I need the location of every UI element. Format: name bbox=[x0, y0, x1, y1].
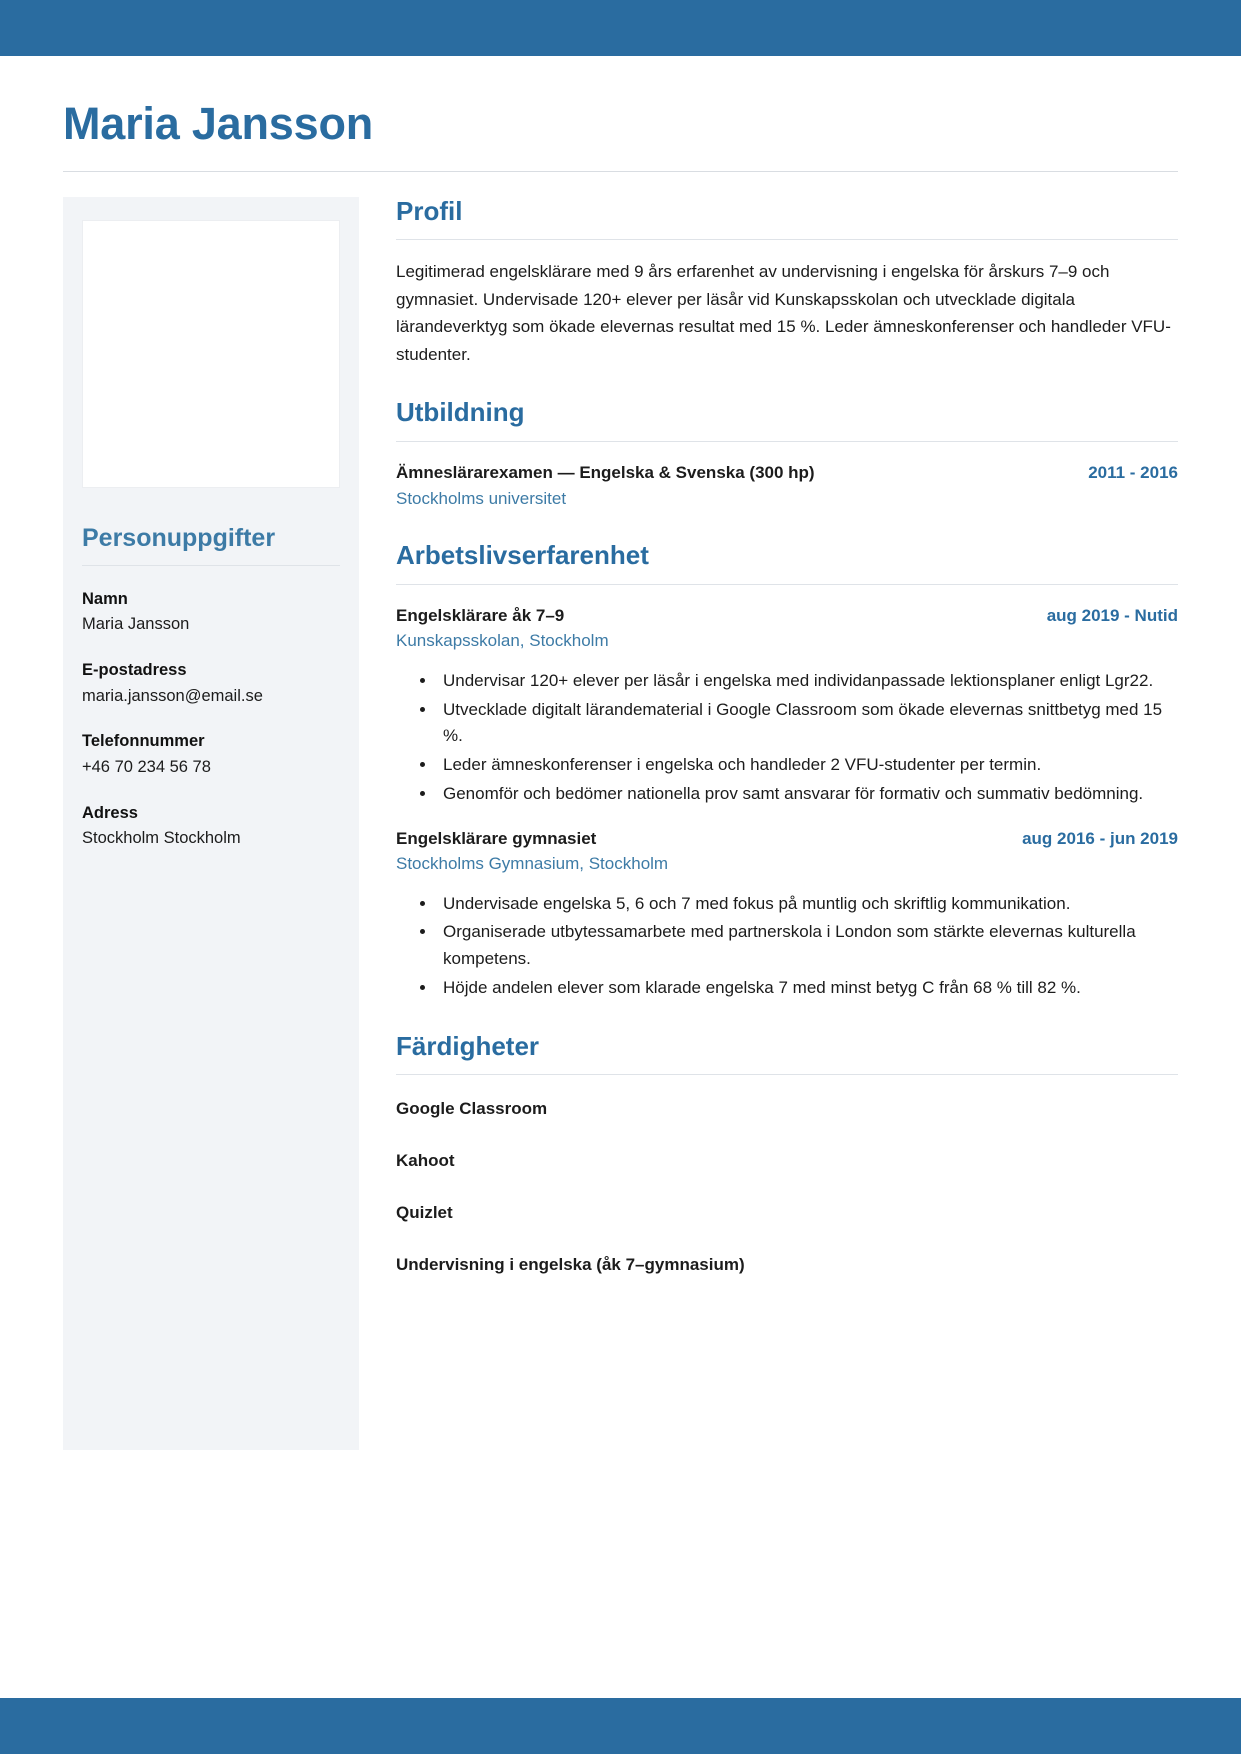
field-value[interactable]: +46 70 234 56 78 bbox=[82, 757, 211, 776]
section-divider bbox=[396, 1074, 1178, 1075]
field-value[interactable]: maria.jansson@email.se bbox=[82, 686, 263, 705]
experience-entry bbox=[396, 604, 1178, 808]
sidebar bbox=[63, 197, 359, 1450]
education-date-range: 2011 - 2016 bbox=[1088, 462, 1178, 482]
personal-field-email bbox=[82, 659, 340, 708]
skill-item: Quizlet bbox=[396, 1202, 453, 1222]
field-value: Maria Jansson bbox=[82, 615, 190, 634]
content-columns bbox=[63, 197, 1178, 1450]
personal-field-name bbox=[82, 588, 340, 637]
field-label: Namn bbox=[82, 590, 128, 609]
list-item: • Leder ämneskonferenser i engelska och handleder 2 VFU-studenter per termin. bbox=[437, 752, 1178, 779]
section-title-skills: Färdigheter bbox=[396, 1030, 540, 1061]
section-skills bbox=[396, 1032, 1178, 1277]
education-degree: Ämneslärarexamen — Engelska & Svenska (300 hp) bbox=[396, 462, 815, 482]
field-label: E-postadress bbox=[82, 661, 187, 680]
list-item: • Genomför och bedömer nationella prov samt ansvarar för formativ och summativ bedömning. bbox=[437, 781, 1178, 808]
experience-employer: Stockholms Gymnasium, Stockholm bbox=[396, 854, 669, 874]
page-title: Maria Jansson bbox=[63, 98, 374, 149]
section-title-profile: Profil bbox=[396, 195, 463, 226]
field-label: Adress bbox=[82, 803, 138, 822]
list-item: • Utvecklade digitalt lärandematerial i Google Classroom som ökade elevernas snittbetyg med 15 %. bbox=[437, 697, 1178, 750]
experience-bullet-list bbox=[396, 891, 1178, 1002]
section-title-education: Utbildning bbox=[396, 397, 525, 428]
experience-bullet-list bbox=[396, 668, 1178, 807]
experience-role: Engelsklärare åk 7–9 bbox=[396, 605, 565, 625]
field-value: Stockholm Stockholm bbox=[82, 828, 241, 847]
experience-entry bbox=[396, 827, 1178, 1002]
name-divider bbox=[63, 171, 1178, 172]
list-item: • Organiserade utbytessamarbete med partnerskola i London som stärkte elevernas kulturella kompetens. bbox=[437, 919, 1178, 972]
sidebar-heading-divider bbox=[82, 565, 340, 566]
personal-field-address bbox=[82, 802, 340, 851]
resume-body bbox=[0, 56, 1241, 1698]
list-item: • Undervisar 120+ elever per läsår i engelska med individanpassade lektionsplaner enligt Lgr22. bbox=[437, 668, 1178, 695]
list-item: • Undervisade engelska 5, 6 och 7 med fokus på muntlig och skriftlig kommunikation. bbox=[437, 891, 1178, 918]
experience-date-range: aug 2016 - jun 2019 bbox=[1022, 828, 1178, 848]
experience-role: Engelsklärare gymnasiet bbox=[396, 828, 597, 848]
experience-employer: Kunskapsskolan, Stockholm bbox=[396, 631, 609, 651]
personal-field-phone bbox=[82, 730, 340, 779]
field-label: Telefonnummer bbox=[82, 732, 205, 751]
skill-item: Undervisning i engelska (åk 7–gymnasium) bbox=[396, 1254, 745, 1274]
name-block bbox=[63, 56, 1178, 172]
section-divider bbox=[396, 584, 1178, 585]
experience-date-range: aug 2019 - Nutid bbox=[1046, 605, 1178, 625]
section-experience bbox=[396, 541, 1178, 1001]
skill-item: Kahoot bbox=[396, 1150, 455, 1170]
section-divider bbox=[396, 441, 1178, 442]
bottom-accent-bar bbox=[0, 1698, 1241, 1754]
section-divider bbox=[396, 239, 1178, 240]
experience-entry-head bbox=[396, 827, 1178, 852]
top-accent-bar bbox=[0, 0, 1241, 56]
section-title-experience: Arbetslivserfarenhet bbox=[396, 540, 649, 571]
profile-summary-text: Legitimerad engelsklärare med 9 års erfarenhet av undervisning i engelska för årskurs 7–9 och gymnasiet. Undervisade 120+ elever per läsår vid Kunskapsskolan och utvecklade digitala lärandeverktyg som ökade elevernas resultat med 15 %. Leder ämneskonferenser och handleder VFU-studenter. bbox=[396, 262, 1171, 364]
list-item: • Höjde andelen elever som klarade engelska 7 med minst betyg C från 68 % till 82 %. bbox=[437, 975, 1178, 1002]
sidebar-heading-personal-details: Personuppgifter bbox=[82, 523, 276, 552]
education-entry-head bbox=[396, 461, 1178, 486]
section-profile bbox=[396, 197, 1178, 369]
experience-entry-head bbox=[396, 604, 1178, 629]
profile-photo-placeholder bbox=[82, 220, 340, 488]
education-entry bbox=[396, 461, 1178, 511]
section-education bbox=[396, 398, 1178, 511]
main-column bbox=[359, 197, 1178, 1277]
education-school: Stockholms universitet bbox=[396, 488, 567, 508]
skill-item: Google Classroom bbox=[396, 1099, 548, 1119]
skills-list bbox=[396, 1097, 1178, 1276]
